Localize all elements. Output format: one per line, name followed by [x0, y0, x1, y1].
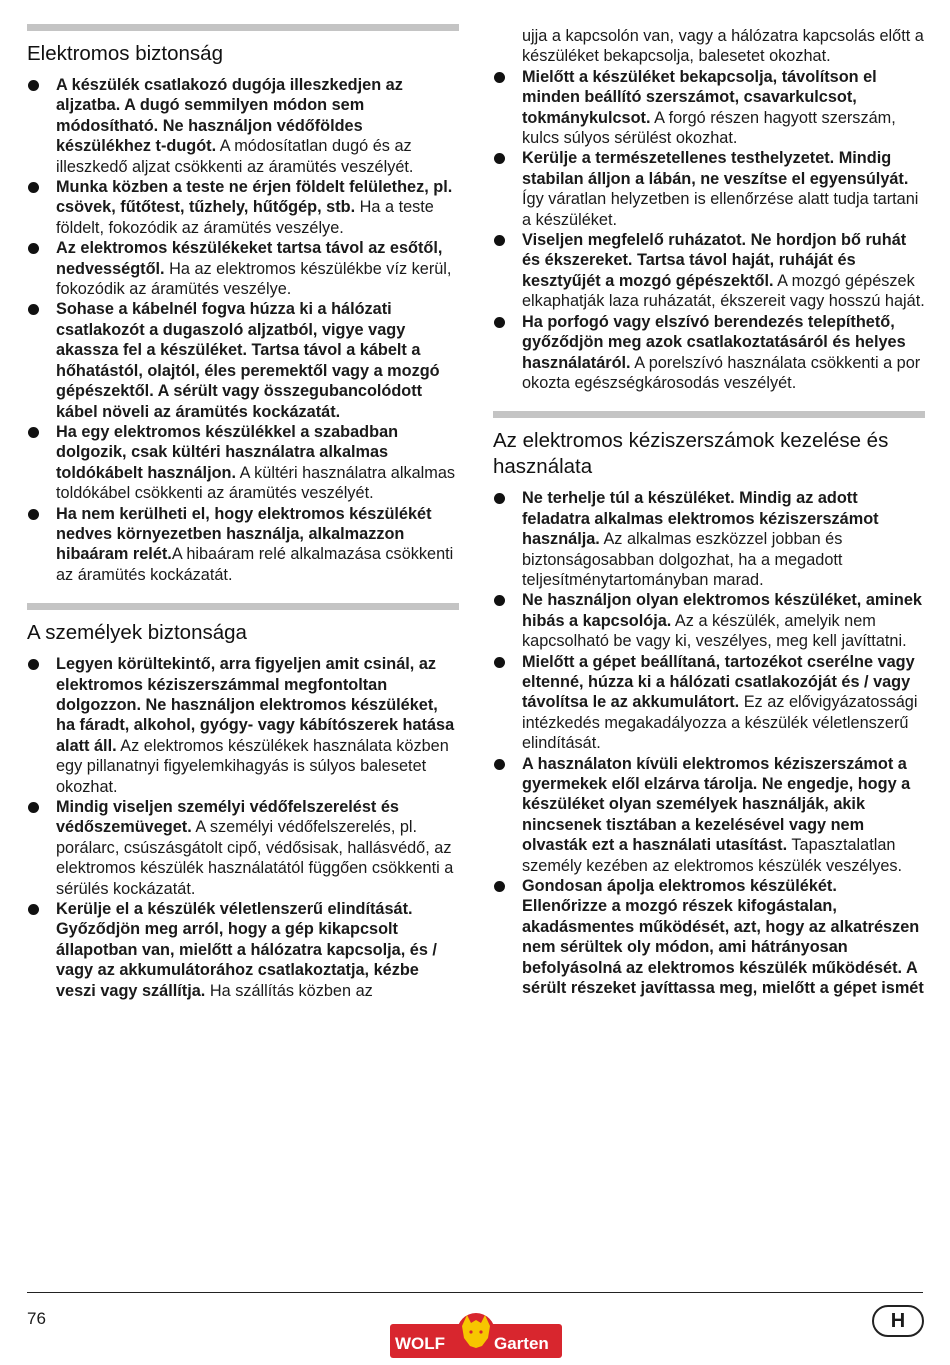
- right-column: [493, 26, 925, 998]
- list-item: Kerülje a természetellenes testhelyzetet. Mindig stabilan álljon a lábán, ne veszítse el egyensúlyát. Így váratlan helyzetben is ellenőrzése alatt tudja tartani a készüléket.: [493, 148, 925, 230]
- bullet-icon: [28, 80, 39, 91]
- section-divider: [27, 603, 459, 610]
- list-item: Legyen körültekintő, arra figyeljen amit csinál, az elektromos kéziszerszámmal megfontoltan dolgozzon. Ne használjon elektromos készüléket, ha fáradt, alkohol, gyógy- vagy kábítószerek hatása alatt áll. Az elektromos készülékek használata közben egy pillanatnyi figyelemkihagyás is súlyos balesetet okozhat.: [27, 654, 459, 797]
- bullet-icon: [494, 72, 505, 83]
- section-divider: [493, 411, 925, 418]
- wolf-garten-logo: [390, 1312, 562, 1362]
- list-item: Sohase a kábelnél fogva húzza ki a hálózati csatlakozót a dugaszoló aljzatból, vigye vagy akassza fel a készüléket. Tartsa távol a kábelt a hőhatástól, olajtól, éles peremektől vagy a mozgó gépészektől. A sérült vagy összegubancolódott kábel növeli az áramütés kockázatát.: [27, 299, 459, 421]
- bullet-icon: [28, 802, 39, 813]
- section-divider: [27, 24, 459, 31]
- section-title-electrical-safety: Elektromos biztonság: [27, 42, 223, 65]
- list-item: Mielőtt a készüléket bekapcsolja, távolítson el minden beállító szerszámot, csavarkulcsot, tokmánykulcsot. A forgó részen hagyott szerszám, kulcs súlyos sérülést okozhat.: [493, 67, 925, 149]
- page-number: 76: [27, 1309, 46, 1328]
- list-item: Ha egy elektromos készülékkel a szabadban dolgozik, csak kültéri használatra alkalmas toldókábelt használjon. A kültéri használatra alkalmas toldókábel csökkenti az áramütés veszélyét.: [27, 422, 459, 504]
- personal-safety-list: [27, 654, 459, 1001]
- bullet-icon: [494, 317, 505, 328]
- list-item: Mindig viseljen személyi védőfelszerelést és védőszemüveget. A személyi védőfelszerelés, pl. porálarc, csúszásgátolt cipő, védősisak, hallásvédő, az elektromos készülék használatától függően csökkenti a sérülés kockázatát.: [27, 797, 459, 899]
- bullet-icon: [494, 235, 505, 246]
- bullet-icon: [494, 153, 505, 164]
- bullet-icon: [28, 243, 39, 254]
- list-item: Viseljen megfelelő ruházatot. Ne hordjon bő ruhát és ékszereket. Tartsa távol haját, ruháját és kesztyűjét a mozgó gépészektől. A mozgó gépészek elkaphatják laza ruházatát, ékszereit vagy hosszú haját.: [493, 230, 925, 312]
- list-item: Munka közben a teste ne érjen földelt felülethez, pl. csövek, fűtőtest, tűzhely, hűtőgép, stb. Ha a teste földelt, fokozódik az áramütés veszélye.: [27, 177, 459, 238]
- bullet-icon: [28, 427, 39, 438]
- list-item: Ha porfogó vagy elszívó berendezés telepíthető, győződjön meg azok csatlakoztatásáról és helyes használatáról. A porelszívó használata csökkenti a por okozta egészségkárosodás veszélyét.: [493, 312, 925, 394]
- section-title-personal-safety: A személyek biztonsága: [27, 621, 247, 645]
- bullet-icon: [494, 759, 505, 770]
- tool-use-list: [493, 488, 925, 998]
- list-item: Az elektromos készülékeket tartsa távol az esőtől, nedvességtől. Ha az elektromos készülékbe víz kerül, fokozódik az áramütés veszélye.: [27, 238, 459, 299]
- bullet-icon: [28, 304, 39, 315]
- bullet-icon: [28, 182, 39, 193]
- footer-rule: [27, 1292, 923, 1293]
- continued-text: ujja a kapcsolón van, vagy a hálózatra kapcsolás előtt a készüléket bekapcsolja, balesetet okozhat.: [522, 27, 924, 66]
- bullet-icon: [494, 595, 505, 606]
- bullet-icon: [28, 659, 39, 670]
- bullet-icon: [494, 881, 505, 892]
- list-item: Kerülje el a készülék véletlenszerű elindítását. Győződjön meg arról, hogy a gép kikapcsolt állapotban van, mielőtt a hálózatra kapcsolja, és / vagy az akkumulátorához csatlakoztatja, kézbe veszi vagy szállítja. Ha szállítás közben az: [27, 899, 459, 1001]
- personal-safety-list-continued: [493, 67, 925, 394]
- list-item: Gondosan ápolja elektromos készülékét. Ellenőrizze a mozgó részek kifogástalan, akadásmentes működését, azt, hogy az alkatrészen nem sérültek oly módon, ami hátrányosan befolyásolná az elektromos készülék működését. A sérült részeket javíttassa meg, mielőtt a gépet ismét: [493, 876, 925, 998]
- list-item: Ha nem kerülheti el, hogy elektromos készülékét nedves környezetben használja, alkalmazzon hibaáram relét.A hibaáram relé alkalmazása csökkenti az áramütés kockázatát.: [27, 504, 459, 586]
- list-item: A használaton kívüli elektromos kéziszerszámot a gyermekek elől elzárva tárolja. Ne engedje, hogy a készüléket olyan személyek használják, akik nincsenek tisztában a kezelésével vagy nem olvasták ezt a használati utasítást. Tapasztalatlan személy kezében az elektromos készülék veszélyes.: [493, 754, 925, 876]
- electrical-safety-list: [27, 75, 459, 585]
- list-item: Mielőtt a gépet beállítaná, tartozékot cserélne vagy eltenné, húzza ki a hálózati csatlakozóját és / vagy távolítsa le az akkumulátort. Ez az elővigyázatossági intézkedés megakadályozza a készülék véletlenszerű elindítását.: [493, 652, 925, 754]
- list-item: Ne használjon olyan elektromos készüléket, aminek hibás a kapcsolója. Az a készülék, amelyik nem kapcsolható be vagy ki, veszélyes, meg kell javíttatni.: [493, 590, 925, 651]
- left-column: [27, 24, 459, 1001]
- list-item: A készülék csatlakozó dugója illeszkedjen az aljzatba. A dugó semmilyen módon sem módosítható. Ne használjon védőföldes készülékhez t-dugót. A módosítatlan dugó és az illeszkedő aljzat csökkenti az áramütés veszélyét.: [27, 75, 459, 177]
- section-title-tool-use: Az elektromos kéziszerszámok kezelése és használata: [493, 429, 889, 479]
- bullet-icon: [28, 904, 39, 915]
- bullet-icon: [494, 657, 505, 668]
- list-item: Ne terhelje túl a készüléket. Mindig az adott feladatra alkalmas elektromos kéziszerszámot használja. Az alkalmas eszközzel jobban és biztonságosabban dolgozhat, ha a megadott teljesítménytartományban marad.: [493, 488, 925, 590]
- logo-garten-text: Garten: [494, 1334, 549, 1353]
- bullet-icon: [28, 509, 39, 520]
- language-badge: H: [872, 1305, 924, 1337]
- bullet-icon: [494, 493, 505, 504]
- logo-wolf-text: WOLF: [395, 1334, 446, 1353]
